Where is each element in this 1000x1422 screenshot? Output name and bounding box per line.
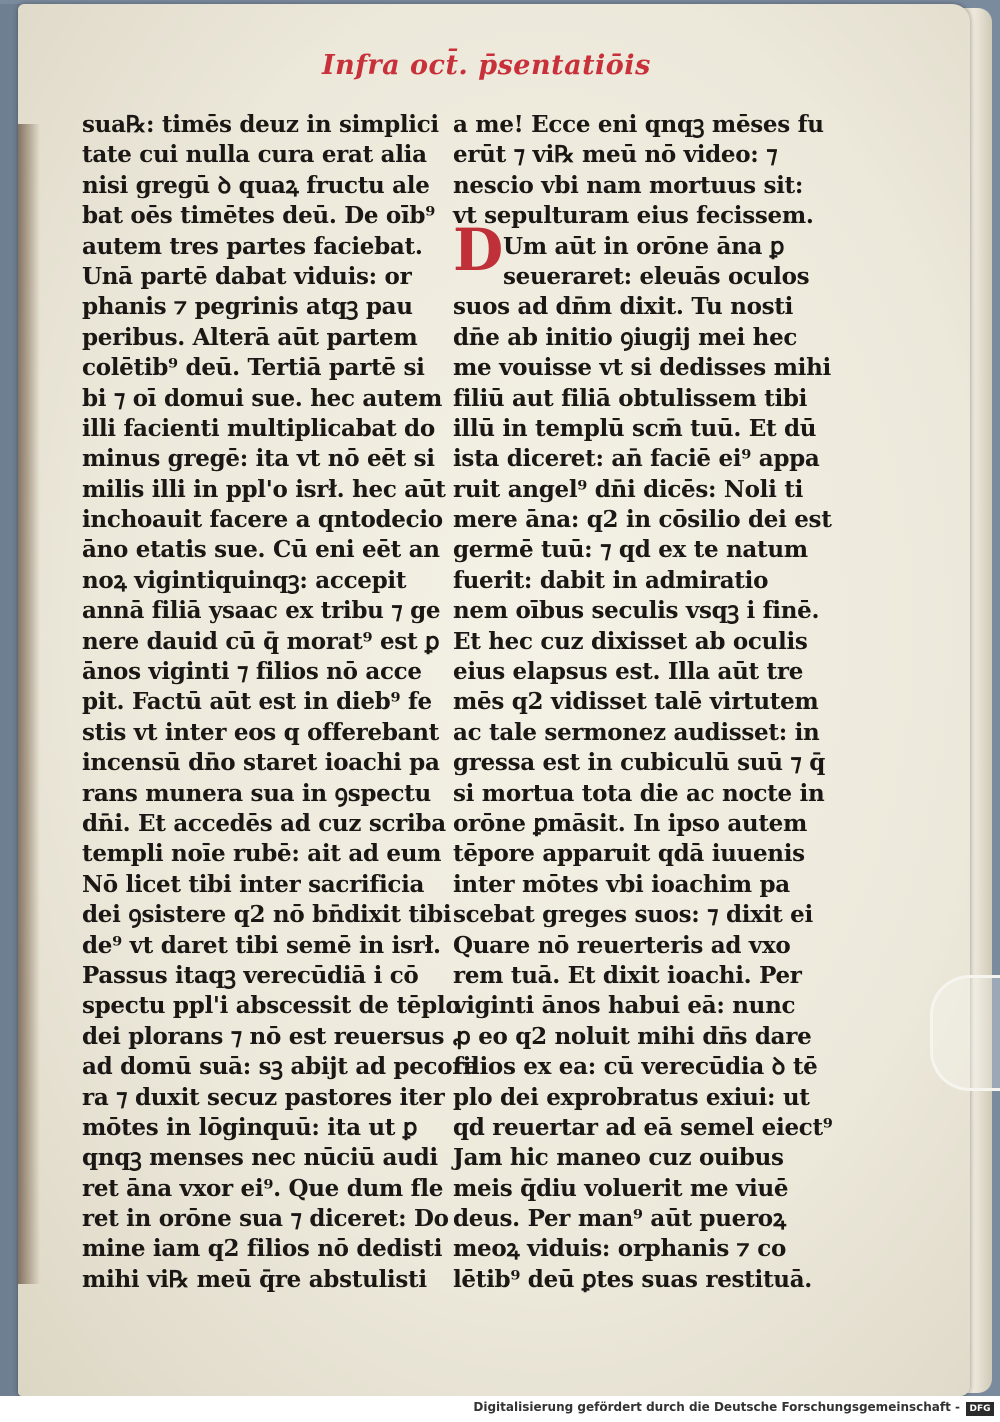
text-line: gressa est in cubiculū suū ⁊ q̄: [453, 749, 825, 777]
text-line: plo dei exprobratus exiui: ut: [453, 1083, 810, 1111]
text-line: orōne ꝑmāsit. In ipso autem: [453, 809, 808, 837]
text-line: Um aūt in orōne āna ꝑ: [503, 232, 785, 260]
text-line: mihi vi℞ meū q̄re abstulisti: [82, 1265, 427, 1293]
text-line: phanis ⁊ pegrinis atqꝫ pau: [82, 293, 413, 321]
text-line: nere dauid cū q̄ morat⁹ est ꝑ: [82, 627, 440, 655]
text-line: dn̄i. Et accedēs ad cuz scriba: [82, 809, 446, 837]
dfg-logo: DFG: [966, 1402, 994, 1416]
text-line: Unā partē dabat viduis: or: [82, 262, 412, 290]
text-line: bi ⁊ oī domui sue. hec autem: [82, 384, 443, 412]
text-line: rem tuā. Et dixit ioachi. Per: [453, 961, 802, 989]
text-line: me vouisse vt si dedisses mihi: [453, 354, 831, 382]
text-line: dei plorans ⁊ nō est reuersus: [82, 1022, 445, 1050]
text-line: lētib⁹ deū ꝑtes suas restituā.: [453, 1265, 813, 1293]
text-line: meis q̄diu voluerit me viuē: [453, 1174, 789, 1202]
text-line: templi noīe rubē: ait ad eum: [82, 840, 442, 868]
text-line: filios ex ea: cū verecūdia ꝺ tē: [453, 1053, 818, 1081]
running-header: Infra oct̄. p̄sentatiōis: [322, 50, 651, 81]
text-line: Jam hic maneo cuz ouibus: [453, 1144, 784, 1172]
text-line: illū in templū scm̄ tuū. Et dū: [453, 414, 817, 442]
text-line: Passus itaqꝫ verecūdiā i cō: [82, 961, 419, 989]
text-line: noꝝ vigintiquinqꝫ: accepit: [82, 566, 407, 594]
text-line: viginti ānos habui eā: nunc: [453, 992, 796, 1020]
text-line: sua℞: timēs deuz in simplici: [82, 111, 439, 138]
text-line: seueraret: eleuās oculos: [503, 262, 810, 290]
text-line: ac tale sermonez audisset: in: [453, 718, 820, 746]
text-line: ꝓ eo q2 noluit mihi dn̄s dare: [453, 1022, 812, 1050]
text-line: Nō licet tibi inter sacrificia: [82, 870, 425, 898]
text-line: Et hec cuz dixisset ab oculis: [453, 627, 808, 655]
right-text-column: [453, 110, 833, 1295]
funding-credit: Digitalisierung gefördert durch die Deutsche Forschungsgemeinschaft -: [473, 1400, 960, 1414]
text-line: āno etatis sue. Cū eni eēt an: [82, 536, 440, 564]
text-line: tate cui nulla cura erat alia: [82, 141, 427, 169]
text-line: vt sepulturam eius fecissem.: [453, 202, 814, 230]
text-line: qnqꝫ menses nec nūciū audi: [82, 1144, 438, 1172]
text-line: nem oībus seculis vsqꝫ i finē.: [453, 597, 820, 625]
text-line: spectu ppl'i abscessit de tēplo: [82, 992, 461, 1020]
text-line: pit. Factū aūt est in dieb⁹ fe: [82, 688, 432, 716]
left-text-column: [82, 110, 479, 1295]
text-line: si mortua tota die ac nocte in: [453, 779, 825, 807]
text-line: Quare nō reuerteris ad vxo: [453, 931, 791, 959]
text-line: ret in orōne sua ⁊ diceret: Do: [82, 1205, 449, 1233]
text-line: tēpore apparuit qdā iuuenis: [453, 840, 805, 868]
text-line: dn̄e ab initio ꝯiugij mei hec: [453, 323, 798, 351]
text-line: nescio vbi nam mortuus sit:: [453, 171, 804, 199]
text-line: filiū aut filiā obtulissem tibi: [453, 384, 808, 412]
text-line: inter mōtes vbi ioachim pa: [453, 870, 790, 898]
text-line: ret āna vxor ei⁹. Que dum fle: [82, 1174, 444, 1202]
text-line: meoꝝ viduis: orphanis ⁊ co: [453, 1235, 786, 1263]
text-line: bat oēs timētes deū. De oīb⁹: [82, 202, 435, 230]
text-line: inchoauit facere a qntodecio: [82, 506, 443, 534]
text-line: incensū dn̄o staret ioachi pa: [82, 749, 440, 777]
text-line: rans munera sua in ꝯspectu: [82, 779, 431, 807]
text-line: eius elapsus est. Illa aūt tre: [453, 658, 804, 686]
text-line: ad domū suā: sꝫ abijt ad pecora: [82, 1053, 479, 1081]
text-line: mēs q2 vidisset talē virtutem: [453, 688, 819, 716]
text-line: ruit angel⁹ dn̄i dicēs: Noli ti: [453, 475, 804, 503]
text-line: a me! Ecce eni qnqꝫ mēses fu: [453, 111, 824, 138]
text-line: ānos viginti ⁊ filios nō acce: [82, 658, 422, 686]
text-line: de⁹ vt daret tibi semē in isrł.: [82, 931, 441, 959]
text-line: autem tres partes faciebat.: [82, 232, 423, 260]
text-line: suos ad dn̄m dixit. Tu nosti: [453, 293, 794, 321]
text-line: scebat greges suos: ⁊ dixit ei: [453, 901, 813, 929]
text-line: qd reuertar ad eā semel eiect⁹: [453, 1113, 833, 1141]
text-line: illi facienti multiplicabat do: [82, 414, 435, 442]
text-line: mine iam q2 filios nō dedisti: [82, 1235, 443, 1263]
text-line: deus. Per man⁹ aūt pueroꝝ: [453, 1205, 786, 1233]
text-line: colētib⁹ deū. Tertiā partē si: [82, 354, 425, 382]
text-line: minus gregē: ita vt nō eēt si: [82, 445, 435, 473]
text-line: stis vt inter eos q offerebant: [82, 718, 439, 746]
text-line: annā filiā ysaac ex tribu ⁊ ge: [82, 597, 441, 625]
page-clasp: [930, 975, 1000, 1091]
text-line: mere āna: q2 in cōsilio dei est: [453, 506, 832, 534]
binding-gutter: [18, 124, 40, 1284]
text-line: dei ꝯsistere q2 nō bn̄dixit tibi: [82, 901, 452, 929]
text-line: peribus. Alterā aūt partem: [82, 323, 418, 351]
text-line: erūt ⁊ vi℞ meū nō video: ⁊: [453, 141, 778, 169]
text-line: nisi gregū ꝺ quaꝝ fructu ale: [82, 171, 430, 199]
text-line: germē tuū: ⁊ qd ex te natum: [453, 536, 808, 564]
text-line: mōtes in lōginquū: ita ut ꝑ: [82, 1113, 418, 1141]
text-line: ista diceret: an̄ faciē ei⁹ appa: [453, 445, 820, 473]
rubricated-initial: D: [453, 216, 504, 284]
text-line: fuerit: dabit in admiratio: [453, 566, 769, 594]
text-line: milis illi in ppl'o isrł. hec aūt: [82, 475, 446, 503]
text-line: ra ⁊ duxit secuz pastores iter: [82, 1083, 445, 1111]
